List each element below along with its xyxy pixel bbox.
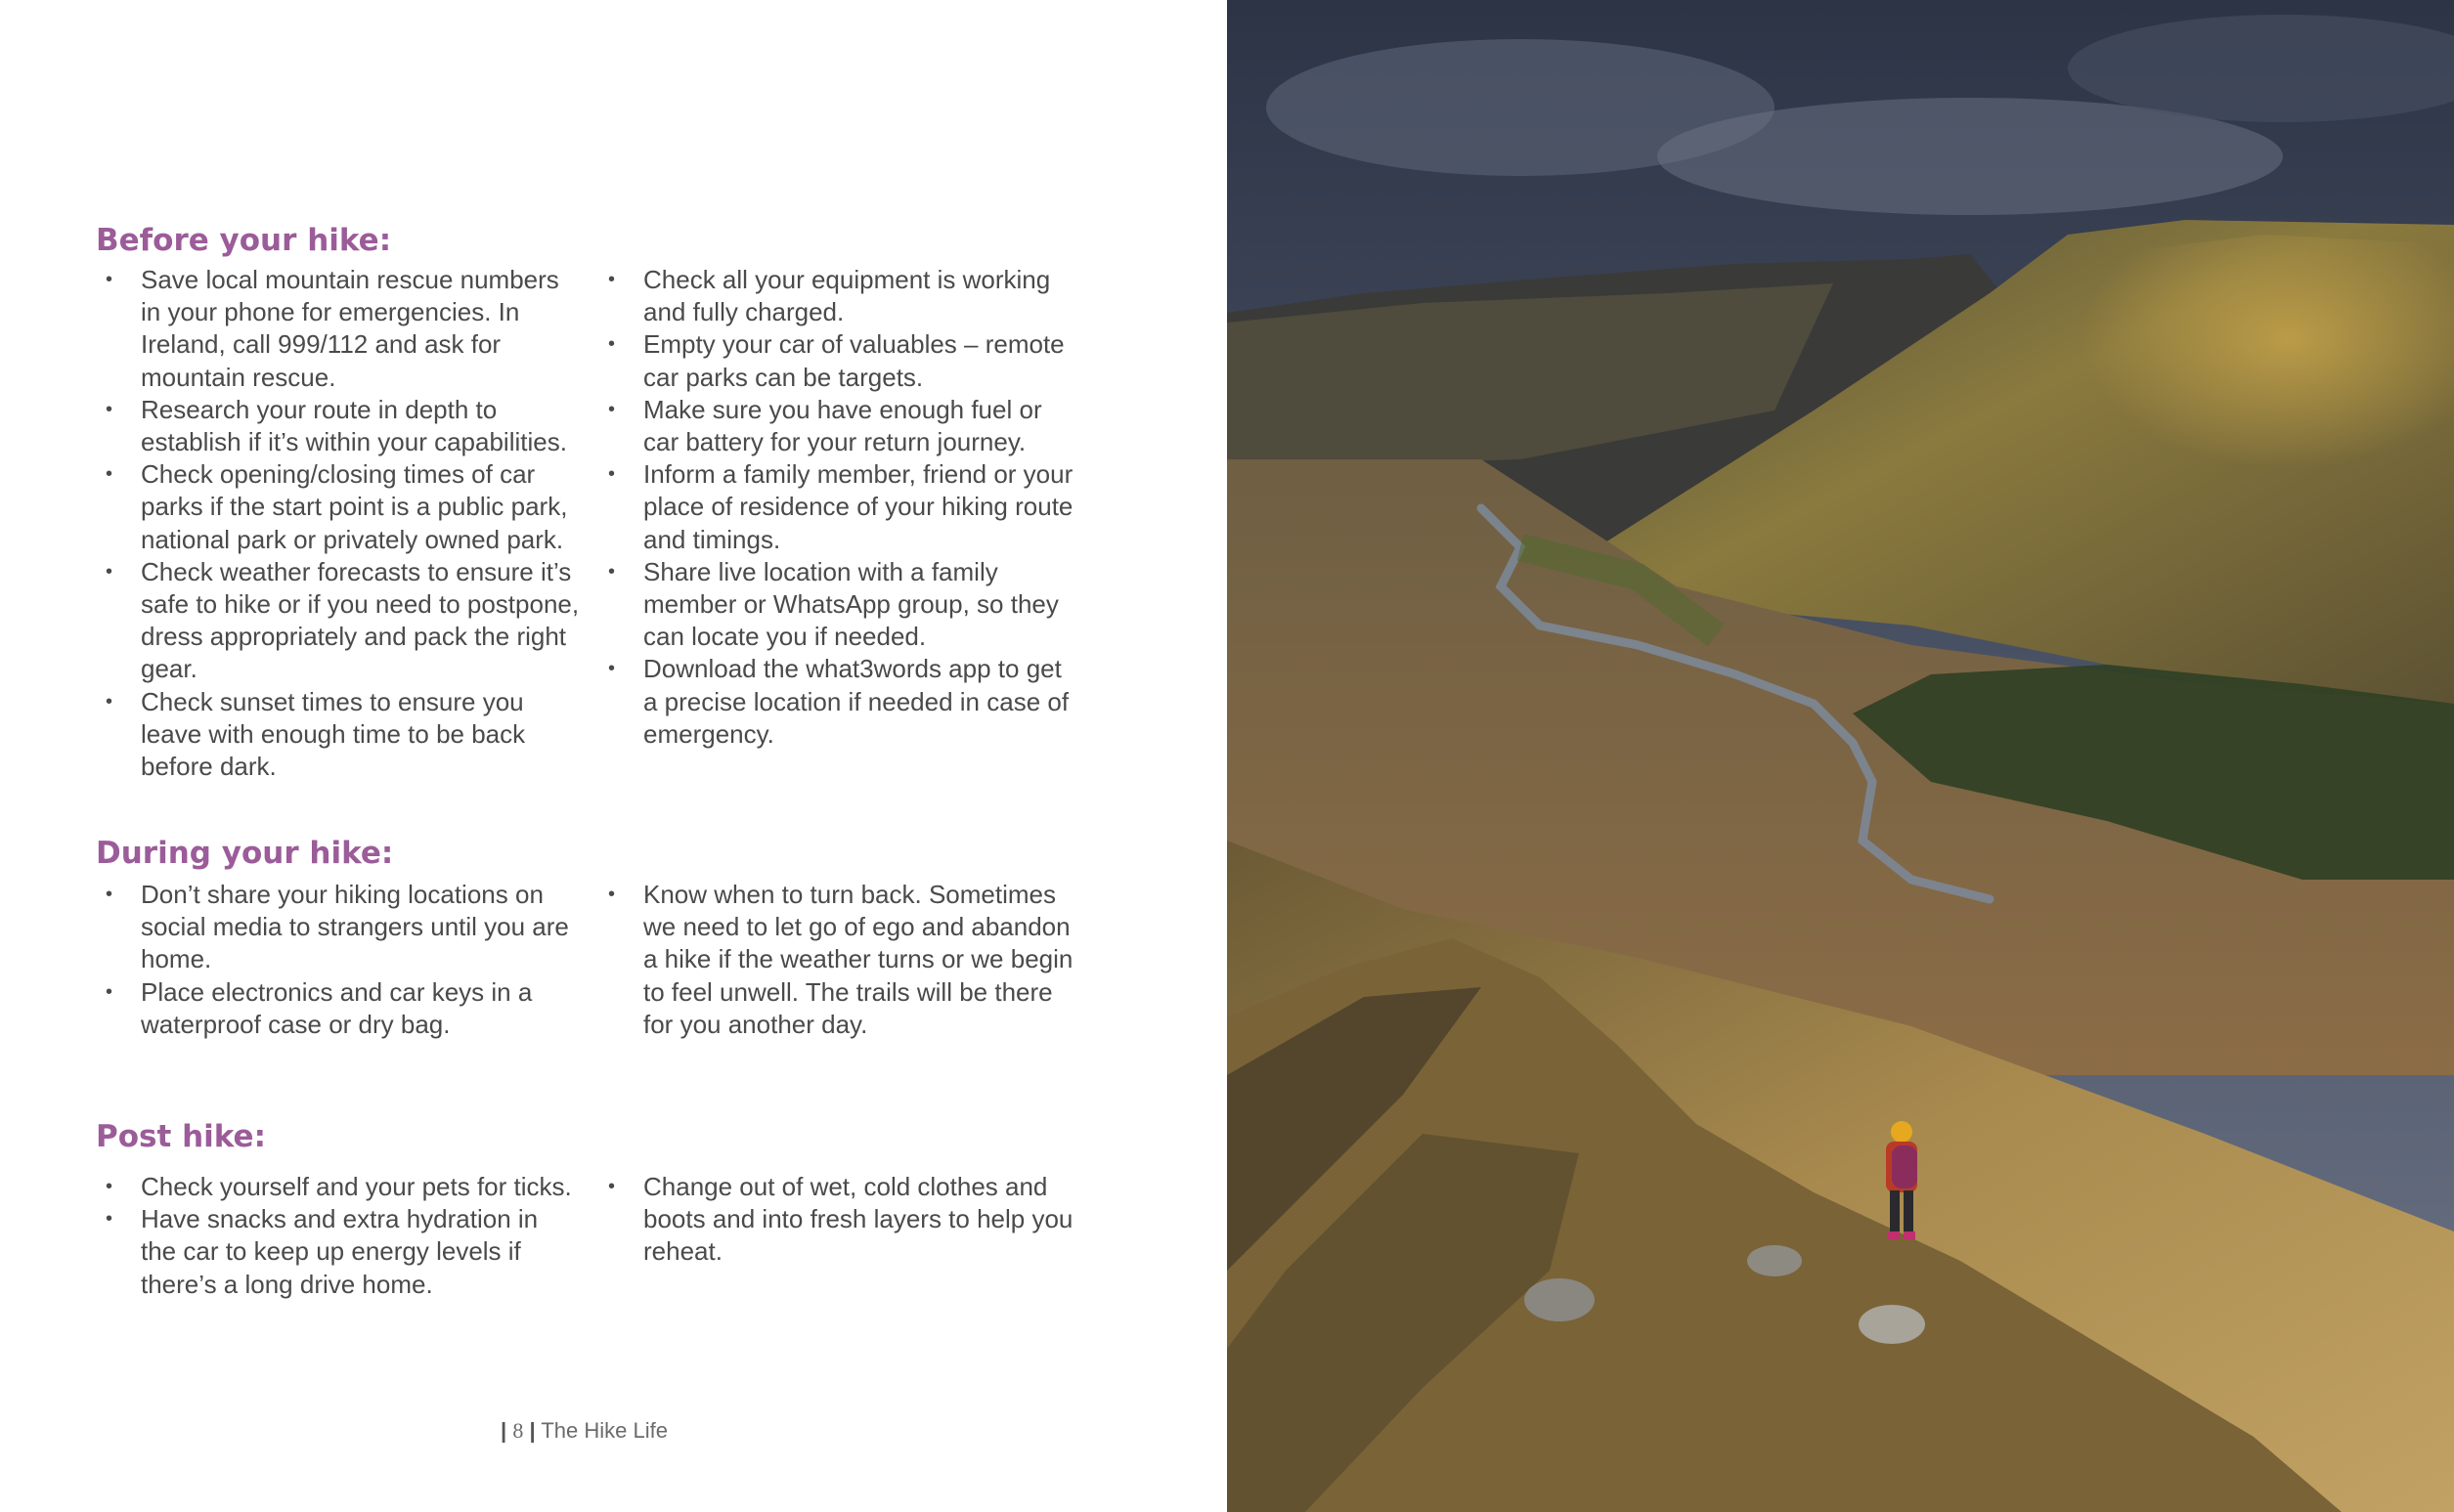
list-item-text: Save local mountain rescue numbers in your phone for emergencies. In Ireland, call 999/112 and ask for mountain rescue.	[141, 265, 559, 392]
list-item	[598, 1171, 1082, 1269]
list-item	[96, 394, 580, 458]
post-hike-list-left	[96, 1171, 580, 1301]
page-footer	[0, 1418, 1168, 1444]
during-hike-list-right	[598, 879, 1082, 1041]
list-item-text: Check all your equipment is working and fully charged.	[643, 265, 1051, 327]
footer-separator: |	[529, 1418, 536, 1443]
list-item	[96, 458, 580, 556]
list-item-text: Inform a family member, friend or your place of residence of your hiking route and timings.	[643, 459, 1074, 554]
list-item	[598, 264, 1082, 328]
list-item	[96, 686, 580, 784]
bullet-icon: •	[106, 884, 113, 905]
bullet-icon: •	[608, 463, 616, 486]
list-item-text: Check weather forecasts to ensure it’s safe to hike or if you need to postpone, dress appropriately and pack the right gear.	[141, 556, 580, 684]
before-hike-list-right	[598, 264, 1082, 751]
list-item	[598, 394, 1082, 458]
bullet-icon: •	[106, 690, 113, 713]
list-item	[96, 264, 580, 394]
list-item	[96, 976, 580, 1041]
list-item-text: Empty your car of valuables – remote car parks can be targets.	[643, 329, 1065, 392]
list-item	[598, 458, 1082, 556]
list-item-text: Change out of wet, cold clothes and boots and into fresh layers to help you reheat.	[643, 1172, 1074, 1267]
list-item-text: Know when to turn back. Sometimes we need to let go of ego and abandon a hike if the weather turns or we begin to feel unwell. The trails will be there for you another day.	[643, 880, 1074, 1039]
list-item	[96, 1171, 580, 1203]
footer-separator: |	[501, 1418, 507, 1443]
list-item-text: Share live location with a family member or WhatsApp group, so they can locate you if needed.	[643, 556, 1059, 652]
mountain-hiker-photo	[1227, 0, 2454, 1512]
post-hike-list-right	[598, 1171, 1082, 1269]
bullet-icon: •	[106, 269, 113, 290]
bullet-icon: •	[608, 560, 616, 583]
bullet-icon: •	[106, 463, 113, 486]
publication-name: The Hike Life	[541, 1418, 668, 1443]
bullet-icon: •	[608, 884, 616, 905]
post-hike-heading: Post hike:	[96, 1119, 266, 1154]
list-item	[598, 879, 1082, 1041]
list-item-text: Check sunset times to ensure you leave with enough time to be back before dark.	[141, 686, 526, 782]
list-item-text: Don’t share your hiking locations on social media to strangers until you are home.	[141, 880, 569, 974]
bullet-icon: •	[106, 398, 113, 420]
bullet-icon: •	[608, 1176, 616, 1197]
list-item-text: Make sure you have enough fuel or car battery for your return journey.	[643, 394, 1042, 457]
bullet-icon: •	[106, 560, 113, 583]
bullet-icon: •	[106, 1176, 113, 1197]
list-item	[96, 556, 580, 686]
bullet-icon: •	[106, 1208, 113, 1231]
list-item-text: Download the what3words app to get a precise location if needed in case of emergency.	[643, 654, 1070, 749]
list-item	[96, 879, 580, 976]
bullet-icon: •	[608, 333, 616, 356]
before-hike-list-left	[96, 264, 580, 783]
bullet-icon: •	[608, 398, 616, 420]
list-item	[96, 1203, 580, 1301]
list-item	[598, 653, 1082, 751]
list-item-text: Check opening/closing times of car parks if the start point is a public park, national park or privately owned park.	[141, 459, 568, 554]
page-number: 8	[512, 1418, 524, 1443]
list-item	[598, 328, 1082, 393]
list-item-text: Check yourself and your pets for ticks.	[141, 1172, 572, 1201]
bullet-icon: •	[608, 658, 616, 680]
during-hike-list-left	[96, 879, 580, 1041]
before-hike-heading: Before your hike:	[96, 223, 392, 258]
list-item-text: Research your route in depth to establish if it’s within your capabilities.	[141, 394, 567, 457]
list-item-text: Place electronics and car keys in a waterproof case or dry bag.	[141, 976, 533, 1039]
bullet-icon: •	[106, 980, 113, 1003]
bullet-icon: •	[608, 269, 616, 290]
during-hike-heading: During your hike:	[96, 836, 394, 871]
list-item-text: Have snacks and extra hydration in the car to keep up energy levels if there’s a long drive home.	[141, 1204, 539, 1299]
list-item	[598, 556, 1082, 654]
